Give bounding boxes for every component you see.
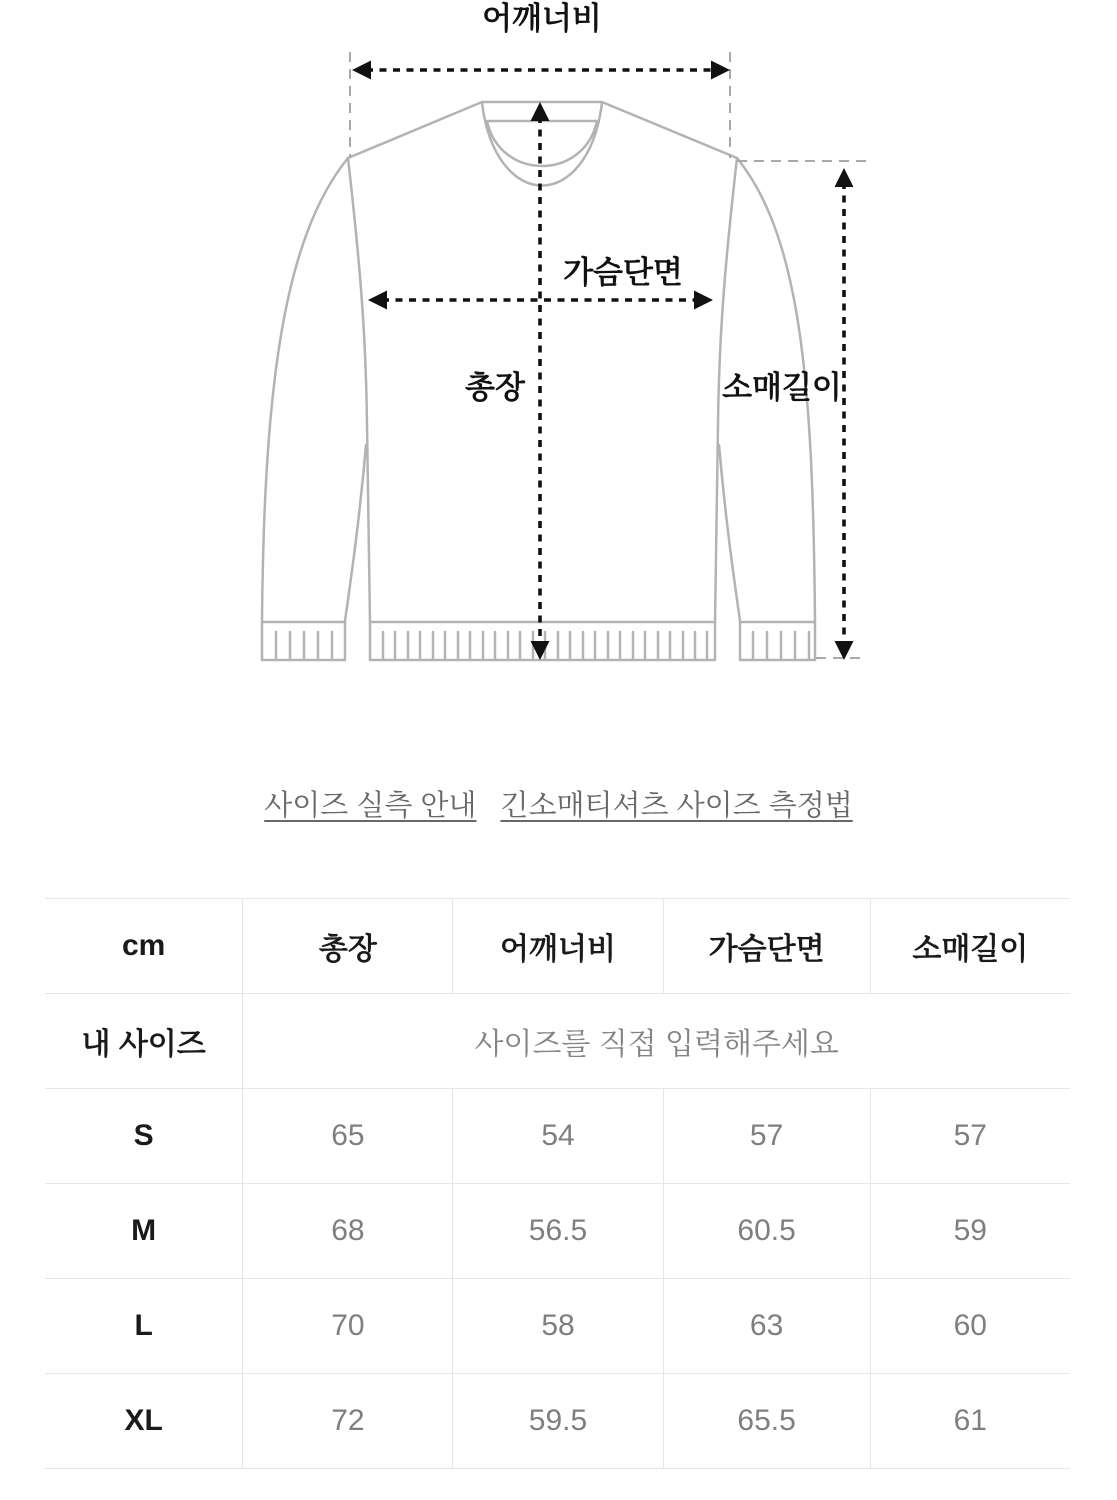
chest-arrowhead-right (694, 291, 713, 310)
measure-lines (366, 70, 844, 646)
value-s-shoulder-width: 54 (453, 1089, 663, 1184)
size-row-s (45, 1089, 1070, 1184)
size-guide-link[interactable]: 사이즈 실측 안내 (264, 790, 477, 822)
size-row-xl (45, 1374, 1070, 1469)
unit-header: cm (121, 929, 166, 962)
col-header-total-length: 총장 (243, 899, 453, 994)
shoulder-width-label: 어깨너비 (482, 1, 602, 36)
my-size-label: 내 사이즈 (81, 1028, 206, 1061)
body-seams (348, 158, 737, 622)
sleeve-length-label: 소매길이 (722, 370, 842, 405)
value-xl-total-length: 72 (243, 1374, 453, 1469)
length-arrowhead-up (531, 102, 550, 121)
left-sleeve (262, 158, 366, 622)
size-row-m (45, 1184, 1070, 1279)
value-l-chest-width: 63 (663, 1279, 870, 1374)
value-m-sleeve-length: 59 (870, 1184, 1070, 1279)
my-size-input[interactable]: 사이즈를 직접 입력해주세요 (243, 994, 1070, 1089)
size-table (45, 898, 1070, 1469)
sweater-diagram-svg (0, 0, 1117, 690)
chest-width-label: 가슴단면 (563, 255, 683, 290)
value-s-chest-width: 57 (663, 1089, 870, 1184)
sleeve-arrowhead-up (835, 168, 854, 187)
size-label-l: L (134, 1309, 153, 1342)
value-xl-sleeve-length: 61 (870, 1374, 1070, 1469)
size-label-xl: XL (124, 1404, 163, 1437)
col-header-sleeve-length: 소매길이 (870, 899, 1070, 994)
value-s-total-length: 65 (243, 1089, 453, 1184)
value-l-sleeve-length: 60 (870, 1279, 1070, 1374)
my-size-row (45, 994, 1070, 1089)
measure-method-link[interactable]: 긴소매티셔츠 사이즈 측정법 (500, 790, 853, 822)
value-xl-shoulder-width: 59.5 (453, 1374, 663, 1469)
total-length-label: 총장 (465, 370, 525, 405)
size-measurement-diagram (0, 0, 1117, 690)
value-xl-chest-width: 65.5 (663, 1374, 870, 1469)
chest-arrowhead-left (368, 291, 387, 310)
value-m-shoulder-width: 56.5 (453, 1184, 663, 1279)
value-l-total-length: 70 (243, 1279, 453, 1374)
size-label-s: S (133, 1119, 154, 1152)
right-cuff-ribs (753, 632, 809, 659)
arrowheads (352, 61, 854, 661)
right-cuff (740, 622, 815, 660)
guide-lines (350, 52, 866, 658)
value-m-chest-width: 60.5 (663, 1184, 870, 1279)
size-label-m: M (131, 1214, 157, 1247)
table-header-row (45, 899, 1070, 994)
col-header-chest-width: 가슴단면 (663, 899, 870, 994)
size-info-links (0, 783, 1117, 824)
col-header-shoulder-width: 어깨너비 (453, 899, 663, 994)
shoulder-arrowhead-left (352, 61, 371, 80)
shoulder-arrowhead-right (711, 61, 730, 80)
value-l-shoulder-width: 58 (453, 1279, 663, 1374)
size-row-l (45, 1279, 1070, 1374)
value-m-total-length: 68 (243, 1184, 453, 1279)
left-cuff-ribs (276, 632, 332, 659)
value-s-sleeve-length: 57 (870, 1089, 1070, 1184)
